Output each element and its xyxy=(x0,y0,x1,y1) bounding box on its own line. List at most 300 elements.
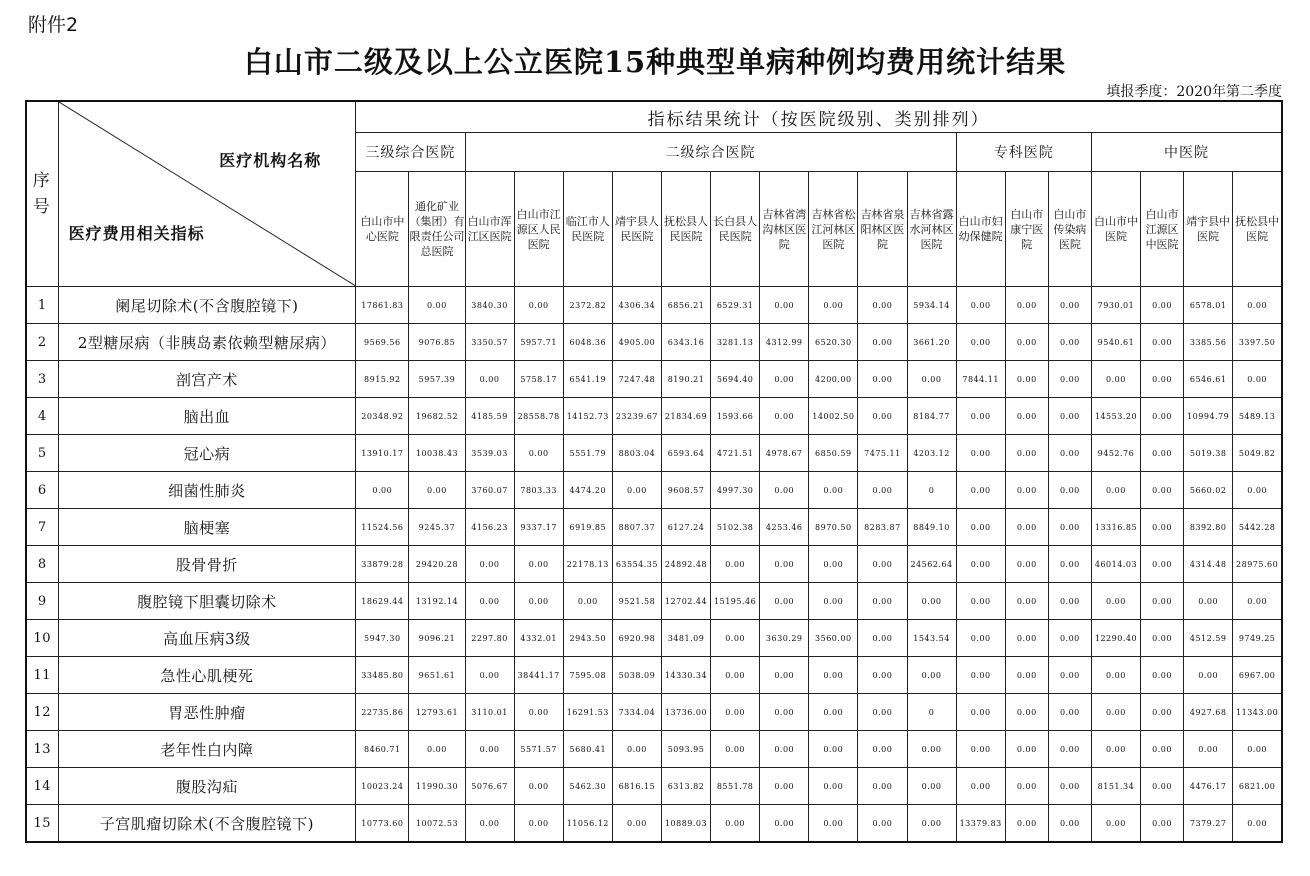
cost-cell: 0.00 xyxy=(956,324,1005,361)
cost-cell: 0.00 xyxy=(809,731,858,768)
cost-cell: 4474.20 xyxy=(563,472,612,509)
cost-cell: 14330.34 xyxy=(661,657,710,694)
cost-cell: 9076.85 xyxy=(409,324,465,361)
cost-cell: 0.00 xyxy=(1048,620,1091,657)
cost-cell: 8807.37 xyxy=(612,509,661,546)
row-indicator: 腹腔镜下胆囊切除术 xyxy=(58,583,356,620)
cost-cell: 0.00 xyxy=(1091,731,1140,768)
table-row xyxy=(26,768,1282,805)
cost-cell: 0.00 xyxy=(760,694,809,731)
cost-cell: 3760.07 xyxy=(465,472,514,509)
row-indicator: 腹股沟疝 xyxy=(58,768,356,805)
cost-cell: 7334.04 xyxy=(612,694,661,731)
row-indicator: 股骨骨折 xyxy=(58,546,356,583)
cost-cell: 8915.92 xyxy=(356,361,409,398)
hospital-header: 白山市康宁医院 xyxy=(1005,172,1048,287)
cost-cell: 0.00 xyxy=(1005,324,1048,361)
cost-cell: 0.00 xyxy=(858,361,907,398)
cost-cell: 3539.03 xyxy=(465,435,514,472)
cost-cell: 0.00 xyxy=(1141,805,1184,843)
cost-cell: 46014.03 xyxy=(1091,546,1140,583)
cost-cell: 7595.08 xyxy=(563,657,612,694)
cost-cell: 28558.78 xyxy=(514,398,563,435)
cost-cell: 9540.61 xyxy=(1091,324,1140,361)
cost-table xyxy=(25,100,1283,843)
cost-cell: 8392.80 xyxy=(1184,509,1233,546)
cost-cell: 0.00 xyxy=(711,546,760,583)
hospital-header: 吉林省露水河林区医院 xyxy=(907,172,956,287)
row-seq: 12 xyxy=(26,694,58,731)
cost-cell: 0.00 xyxy=(1048,398,1091,435)
cost-cell: 4200.00 xyxy=(809,361,858,398)
cost-cell: 6048.36 xyxy=(563,324,612,361)
cost-cell: 0.00 xyxy=(956,768,1005,805)
cost-cell: 0.00 xyxy=(514,768,563,805)
cost-cell: 0.00 xyxy=(956,657,1005,694)
cost-cell: 4927.68 xyxy=(1184,694,1233,731)
cost-cell: 3350.57 xyxy=(465,324,514,361)
cost-cell: 20348.92 xyxy=(356,398,409,435)
cost-cell: 0.00 xyxy=(514,546,563,583)
cost-cell: 0.00 xyxy=(1005,398,1048,435)
cost-cell: 0.00 xyxy=(612,731,661,768)
cost-cell: 0.00 xyxy=(514,583,563,620)
cost-cell: 19682.52 xyxy=(409,398,465,435)
cost-cell: 0 xyxy=(907,472,956,509)
cost-cell: 0.00 xyxy=(956,583,1005,620)
hospital-header: 吉林省松江河林区医院 xyxy=(809,172,858,287)
cost-cell: 0.00 xyxy=(409,472,465,509)
cost-cell: 4185.59 xyxy=(465,398,514,435)
cost-cell: 6529.31 xyxy=(711,287,760,324)
row-indicator: 急性心肌梗死 xyxy=(58,657,356,694)
cost-cell: 0.00 xyxy=(907,805,956,843)
cost-cell: 9569.56 xyxy=(356,324,409,361)
cost-cell: 9749.25 xyxy=(1233,620,1282,657)
cost-cell: 10072.53 xyxy=(409,805,465,843)
cost-cell: 5957.39 xyxy=(409,361,465,398)
row-indicator: 脑出血 xyxy=(58,398,356,435)
cost-cell: 0.00 xyxy=(1184,657,1233,694)
cost-cell: 6520.30 xyxy=(809,324,858,361)
cost-cell: 4156.23 xyxy=(465,509,514,546)
cost-cell: 6821.00 xyxy=(1233,768,1282,805)
cost-cell: 5694.40 xyxy=(711,361,760,398)
diagonal-header-cell xyxy=(58,101,356,287)
cost-cell: 0.00 xyxy=(760,805,809,843)
cost-cell: 0.00 xyxy=(760,398,809,435)
cost-cell: 0.00 xyxy=(514,694,563,731)
cost-cell: 13736.00 xyxy=(661,694,710,731)
report-period: 填报季度：2020年第二季度 xyxy=(1106,84,1282,100)
cost-cell: 6850.59 xyxy=(809,435,858,472)
cost-cell: 11343.00 xyxy=(1233,694,1282,731)
cost-cell: 12793.61 xyxy=(409,694,465,731)
cost-cell: 5934.14 xyxy=(907,287,956,324)
cost-cell: 23239.67 xyxy=(612,398,661,435)
cost-cell: 0.00 xyxy=(1005,509,1048,546)
cost-cell: 0.00 xyxy=(1141,731,1184,768)
cost-cell: 0.00 xyxy=(1048,472,1091,509)
cost-cell: 5571.57 xyxy=(514,731,563,768)
cost-cell: 29420.28 xyxy=(409,546,465,583)
cost-cell: 38441.17 xyxy=(514,657,563,694)
cost-cell: 0.00 xyxy=(760,472,809,509)
cost-cell: 0.00 xyxy=(409,731,465,768)
category-header: 中医院 xyxy=(1091,133,1282,172)
row-seq: 9 xyxy=(26,583,58,620)
cost-cell: 0.00 xyxy=(1233,805,1282,843)
hospital-header: 通化矿业（集团）有限责任公司总医院 xyxy=(409,172,465,287)
row-seq: 5 xyxy=(26,435,58,472)
cost-cell: 6541.19 xyxy=(563,361,612,398)
cost-cell: 0.00 xyxy=(1048,361,1091,398)
cost-cell: 4203.12 xyxy=(907,435,956,472)
cost-cell: 16291.53 xyxy=(563,694,612,731)
row-indicator: 2型糖尿病（非胰岛素依赖型糖尿病） xyxy=(58,324,356,361)
cost-cell: 0.00 xyxy=(809,805,858,843)
row-seq: 6 xyxy=(26,472,58,509)
cost-cell: 7930.01 xyxy=(1091,287,1140,324)
cost-cell: 0.00 xyxy=(956,546,1005,583)
table-row xyxy=(26,583,1282,620)
cost-cell: 0.00 xyxy=(907,768,956,805)
cost-cell: 6546.61 xyxy=(1184,361,1233,398)
hospital-header: 抚松县中医院 xyxy=(1233,172,1282,287)
cost-cell: 0.00 xyxy=(1048,435,1091,472)
cost-cell: 0.00 xyxy=(563,583,612,620)
table-row xyxy=(26,509,1282,546)
cost-cell: 5660.02 xyxy=(1184,472,1233,509)
cost-cell: 9521.58 xyxy=(612,583,661,620)
cost-cell: 0.00 xyxy=(1141,694,1184,731)
cost-cell: 9608.57 xyxy=(661,472,710,509)
cost-cell: 0.00 xyxy=(1048,546,1091,583)
cost-cell: 7247.48 xyxy=(612,361,661,398)
cost-cell: 4512.59 xyxy=(1184,620,1233,657)
cost-cell: 5551.79 xyxy=(563,435,612,472)
cost-cell: 0.00 xyxy=(1048,583,1091,620)
table-row xyxy=(26,805,1282,843)
cost-cell: 0.00 xyxy=(956,694,1005,731)
row-indicator: 高血压病3级 xyxy=(58,620,356,657)
row-indicator: 老年性白内障 xyxy=(58,731,356,768)
cost-cell: 0.00 xyxy=(858,287,907,324)
cost-cell: 13910.17 xyxy=(356,435,409,472)
cost-cell: 8190.21 xyxy=(661,361,710,398)
cost-cell: 0.00 xyxy=(760,731,809,768)
cost-cell: 0.00 xyxy=(809,768,858,805)
cost-cell: 9245.37 xyxy=(409,509,465,546)
cost-cell: 10773.60 xyxy=(356,805,409,843)
cost-cell: 13379.83 xyxy=(956,805,1005,843)
cost-cell: 0.00 xyxy=(858,694,907,731)
cost-cell: 0.00 xyxy=(809,287,858,324)
cost-cell: 0.00 xyxy=(1141,287,1184,324)
cost-cell: 0.00 xyxy=(465,546,514,583)
cost-cell: 0.00 xyxy=(465,361,514,398)
cost-cell: 0.00 xyxy=(612,805,661,843)
cost-cell: 0.00 xyxy=(1048,287,1091,324)
cost-cell: 10023.24 xyxy=(356,768,409,805)
row-seq: 4 xyxy=(26,398,58,435)
cost-cell: 0.00 xyxy=(1005,287,1048,324)
table-row xyxy=(26,435,1282,472)
cost-cell: 0.00 xyxy=(711,731,760,768)
cost-cell: 0.00 xyxy=(907,657,956,694)
row-seq: 1 xyxy=(26,287,58,324)
cost-cell: 6967.00 xyxy=(1233,657,1282,694)
cost-cell: 8849.10 xyxy=(907,509,956,546)
cost-cell: 0.00 xyxy=(1005,435,1048,472)
cost-cell: 5947.30 xyxy=(356,620,409,657)
cost-cell: 10994.79 xyxy=(1184,398,1233,435)
cost-cell: 9452.76 xyxy=(1091,435,1140,472)
row-indicator: 剖宫产术 xyxy=(58,361,356,398)
cost-cell: 4312.99 xyxy=(760,324,809,361)
cost-cell: 5093.95 xyxy=(661,731,710,768)
cost-cell: 0.00 xyxy=(956,398,1005,435)
cost-cell: 8551.78 xyxy=(711,768,760,805)
cost-cell: 33485.80 xyxy=(356,657,409,694)
cost-cell: 0.00 xyxy=(809,472,858,509)
table-row xyxy=(26,620,1282,657)
cost-cell: 15195.46 xyxy=(711,583,760,620)
cost-cell: 0.00 xyxy=(858,731,907,768)
cost-cell: 0.00 xyxy=(711,620,760,657)
cost-cell: 0.00 xyxy=(465,657,514,694)
cost-cell: 0.00 xyxy=(858,805,907,843)
cost-cell: 0.00 xyxy=(1091,805,1140,843)
cost-cell: 0.00 xyxy=(465,731,514,768)
category-header: 专科医院 xyxy=(956,133,1091,172)
cost-cell: 0.00 xyxy=(1005,731,1048,768)
hospital-header: 白山市中心医院 xyxy=(356,172,409,287)
cost-cell: 8460.71 xyxy=(356,731,409,768)
table-row xyxy=(26,546,1282,583)
cost-cell: 5442.28 xyxy=(1233,509,1282,546)
row-indicator: 冠心病 xyxy=(58,435,356,472)
cost-cell: 5102.38 xyxy=(711,509,760,546)
cost-cell: 3630.29 xyxy=(760,620,809,657)
cost-cell: 0.00 xyxy=(1091,472,1140,509)
cost-cell: 0.00 xyxy=(1091,694,1140,731)
cost-cell: 0.00 xyxy=(1184,731,1233,768)
row-seq: 13 xyxy=(26,731,58,768)
table-row xyxy=(26,287,1282,324)
cost-cell: 0.00 xyxy=(956,620,1005,657)
cost-cell: 0.00 xyxy=(1005,546,1048,583)
cost-cell: 5957.71 xyxy=(514,324,563,361)
cost-cell: 6920.98 xyxy=(612,620,661,657)
cost-cell: 0.00 xyxy=(858,324,907,361)
row-indicator: 细菌性肺炎 xyxy=(58,472,356,509)
cost-cell: 4905.00 xyxy=(612,324,661,361)
table-header xyxy=(26,101,1282,287)
cost-cell: 0.00 xyxy=(809,657,858,694)
cost-cell: 0.00 xyxy=(1141,435,1184,472)
cost-cell: 3481.09 xyxy=(661,620,710,657)
cost-cell: 6593.64 xyxy=(661,435,710,472)
cost-cell: 1593.66 xyxy=(711,398,760,435)
cost-cell: 0 xyxy=(907,694,956,731)
group-title: 指标结果统计（按医院级别、类别排列） xyxy=(356,101,1282,133)
cost-cell: 0.00 xyxy=(760,361,809,398)
cost-cell: 6313.82 xyxy=(661,768,710,805)
cost-cell: 0.00 xyxy=(760,768,809,805)
cost-cell: 3110.01 xyxy=(465,694,514,731)
cost-cell: 4978.67 xyxy=(760,435,809,472)
cost-cell: 6816.15 xyxy=(612,768,661,805)
hospital-header: 白山市江源区人民医院 xyxy=(514,172,563,287)
diagonal-line xyxy=(59,102,356,286)
cost-cell: 3385.56 xyxy=(1184,324,1233,361)
cost-cell: 0.00 xyxy=(760,287,809,324)
cost-cell: 0.00 xyxy=(612,472,661,509)
cost-cell: 6856.21 xyxy=(661,287,710,324)
cost-cell: 3397.50 xyxy=(1233,324,1282,361)
row-seq: 10 xyxy=(26,620,58,657)
table-body xyxy=(26,287,1282,843)
cost-cell: 0.00 xyxy=(1233,472,1282,509)
cost-cell: 0.00 xyxy=(1005,620,1048,657)
cost-cell: 63554.35 xyxy=(612,546,661,583)
cost-cell: 7475.11 xyxy=(858,435,907,472)
cost-cell: 0.00 xyxy=(711,657,760,694)
cost-cell: 5758.17 xyxy=(514,361,563,398)
cost-cell: 6578.01 xyxy=(1184,287,1233,324)
cost-cell: 4314.48 xyxy=(1184,546,1233,583)
cost-cell: 13316.85 xyxy=(1091,509,1140,546)
cost-cell: 0.00 xyxy=(1048,805,1091,843)
cost-cell: 7379.27 xyxy=(1184,805,1233,843)
cost-cell: 5038.09 xyxy=(612,657,661,694)
cost-cell: 0.00 xyxy=(1048,768,1091,805)
cost-cell: 0.00 xyxy=(1048,509,1091,546)
cost-cell: 0.00 xyxy=(858,620,907,657)
cost-cell: 2943.50 xyxy=(563,620,612,657)
row-seq: 8 xyxy=(26,546,58,583)
cost-cell: 11990.30 xyxy=(409,768,465,805)
cost-cell: 0.00 xyxy=(1091,361,1140,398)
cost-cell: 0.00 xyxy=(1141,398,1184,435)
hospital-header: 吉林省泉阳林区医院 xyxy=(858,172,907,287)
cost-cell: 0.00 xyxy=(1184,583,1233,620)
cost-cell: 14152.73 xyxy=(563,398,612,435)
cost-cell: 0.00 xyxy=(956,509,1005,546)
cost-cell: 5076.67 xyxy=(465,768,514,805)
cost-cell: 0.00 xyxy=(1233,731,1282,768)
hospital-header: 抚松县人民医院 xyxy=(661,172,710,287)
cost-cell: 0.00 xyxy=(1005,583,1048,620)
cost-cell: 6127.24 xyxy=(661,509,710,546)
table-row xyxy=(26,398,1282,435)
hospital-header: 白山市浑江区医院 xyxy=(465,172,514,287)
row-indicator: 阑尾切除术(不含腹腔镜下) xyxy=(58,287,356,324)
hospital-header: 白山市妇幼保健院 xyxy=(956,172,1005,287)
cost-cell: 4253.46 xyxy=(760,509,809,546)
cost-cell: 0.00 xyxy=(907,361,956,398)
row-seq: 3 xyxy=(26,361,58,398)
cost-cell: 0.00 xyxy=(1233,287,1282,324)
table-row xyxy=(26,694,1282,731)
cost-cell: 0.00 xyxy=(1141,583,1184,620)
row-indicator: 脑梗塞 xyxy=(58,509,356,546)
hospital-header: 白山市传染病医院 xyxy=(1048,172,1091,287)
cost-cell: 0.00 xyxy=(858,398,907,435)
cost-cell: 0.00 xyxy=(1048,731,1091,768)
cost-cell: 8184.77 xyxy=(907,398,956,435)
cost-cell: 7803.33 xyxy=(514,472,563,509)
cost-cell: 14553.20 xyxy=(1091,398,1140,435)
cost-cell: 0.00 xyxy=(1141,472,1184,509)
cost-cell: 4476.17 xyxy=(1184,768,1233,805)
cost-cell: 0.00 xyxy=(956,472,1005,509)
cost-cell: 8970.50 xyxy=(809,509,858,546)
category-header: 二级综合医院 xyxy=(465,133,956,172)
row-indicator: 子宫肌瘤切除术(不含腹腔镜下) xyxy=(58,805,356,843)
cost-cell: 0.00 xyxy=(1005,657,1048,694)
table-row xyxy=(26,657,1282,694)
hospital-header: 白山市江源区中医院 xyxy=(1141,172,1184,287)
cost-cell: 3661.20 xyxy=(907,324,956,361)
cost-cell: 0.00 xyxy=(809,694,858,731)
cost-cell: 7844.11 xyxy=(956,361,1005,398)
table-row xyxy=(26,472,1282,509)
cost-cell: 0.00 xyxy=(809,583,858,620)
hospital-header: 靖宇县中医院 xyxy=(1184,172,1233,287)
institution-name-label: 医疗机构名称 xyxy=(219,151,322,170)
cost-cell: 0.00 xyxy=(858,472,907,509)
cost-cell: 0.00 xyxy=(1141,361,1184,398)
cost-cell: 14002.50 xyxy=(809,398,858,435)
cost-cell: 0.00 xyxy=(858,546,907,583)
cost-cell: 3281.13 xyxy=(711,324,760,361)
cost-cell: 0.00 xyxy=(514,287,563,324)
cost-cell: 24892.48 xyxy=(661,546,710,583)
cost-cell: 2297.80 xyxy=(465,620,514,657)
cost-cell: 11056.12 xyxy=(563,805,612,843)
cost-cell: 9337.17 xyxy=(514,509,563,546)
hospital-header: 白山市中医院 xyxy=(1091,172,1140,287)
page-title: 白山市二级及以上公立医院15种典型单病种例均费用统计结果 xyxy=(243,45,1067,79)
cost-cell: 0.00 xyxy=(356,472,409,509)
cost-cell: 0.00 xyxy=(760,546,809,583)
cost-cell: 0.00 xyxy=(1005,361,1048,398)
cost-cell: 4721.51 xyxy=(711,435,760,472)
cost-cell: 0.00 xyxy=(1141,324,1184,361)
cost-cell: 8283.87 xyxy=(858,509,907,546)
cost-cell: 28975.60 xyxy=(1233,546,1282,583)
cost-cell: 0.00 xyxy=(514,435,563,472)
row-indicator: 胃恶性肿瘤 xyxy=(58,694,356,731)
indicator-label: 医疗费用相关指标 xyxy=(68,224,205,243)
hospital-header: 长白县人民医院 xyxy=(711,172,760,287)
row-seq: 2 xyxy=(26,324,58,361)
cost-cell: 5019.38 xyxy=(1184,435,1233,472)
table-row xyxy=(26,324,1282,361)
cost-cell: 5462.30 xyxy=(563,768,612,805)
cost-cell: 0.00 xyxy=(956,287,1005,324)
cost-cell: 0.00 xyxy=(858,583,907,620)
row-seq: 11 xyxy=(26,657,58,694)
cost-cell: 0.00 xyxy=(907,583,956,620)
cost-cell: 0.00 xyxy=(760,657,809,694)
cost-cell: 0.00 xyxy=(514,805,563,843)
cost-cell: 0.00 xyxy=(465,805,514,843)
seq-header xyxy=(26,101,58,287)
cost-cell: 12290.40 xyxy=(1091,620,1140,657)
